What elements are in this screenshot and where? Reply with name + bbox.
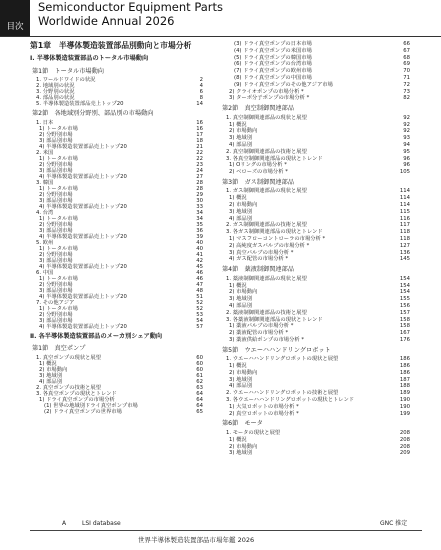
- toc-entry-page: 24: [196, 167, 203, 174]
- toc-entry-page: 154: [399, 275, 410, 282]
- toc-entry-title: 第1節 真空ポンプ: [32, 345, 86, 353]
- toc-entry: [229, 337, 410, 344]
- toc-entry-title: 1) 薬液バルブの市場分析 *: [229, 323, 294, 330]
- toc-entry-title: 2) 分野別市場: [39, 221, 73, 228]
- toc-entry-title: (2) ドライ真空ポンプの世界市場: [44, 408, 122, 415]
- toc-entry-title: 第1章 半導体製造装置部品別動向と市場分析: [30, 41, 192, 50]
- toc-entry-page: 30: [196, 197, 203, 204]
- toc-entry-page: 186: [399, 363, 410, 369]
- toc-entry-title: 第1節 トータル市場動向: [32, 67, 104, 75]
- toc-entry-title: 3. 分野別の状況: [36, 89, 75, 96]
- toc-entry-title: 1) トータル市場: [39, 125, 78, 132]
- header-title-line1: Semiconductor Equipment Parts: [38, 0, 224, 14]
- toc-entry-page: 16: [196, 119, 203, 126]
- toc-entry-title: 1) 概況: [229, 436, 247, 443]
- toc-entry-page: 60: [196, 354, 203, 361]
- toc-entry-title: 1) トータル市場: [39, 185, 78, 192]
- toc-entry-page: 64: [196, 402, 203, 409]
- toc-entry-title: 1) Oリングの市場分析 *: [229, 162, 287, 169]
- toc-entry-title: 第2節 真空制御関連部品: [222, 105, 294, 113]
- toc-entry-page: 69: [403, 61, 410, 68]
- toc-entry-page: 187: [399, 376, 410, 383]
- toc-entry-title: 2) 市場動向: [229, 289, 258, 296]
- toc-entry-title: 4) 部品別: [229, 383, 253, 390]
- toc-entry-title: 第3節 ガス制御関連部品: [222, 178, 294, 186]
- toc-entry-page: 145: [399, 256, 410, 263]
- toc-entry-page: 21: [196, 143, 203, 150]
- toc-entry-title: 1. ウエーハハンドリングロボットの現状と展望: [226, 356, 339, 363]
- toc-entry-title: 3. 韓国: [36, 179, 54, 186]
- toc-entry-title: 3) 部品別市場: [39, 227, 73, 234]
- toc-entry-page: 136: [399, 249, 410, 256]
- toc-entry-title: 1) トータル市場: [39, 305, 78, 312]
- toc-entry-page: 94: [403, 141, 410, 148]
- toc-entry-title: 4) 半導体製造装置部品売上トップ20: [39, 203, 127, 210]
- part-heading: [30, 55, 203, 63]
- toc-entry-page: 53: [196, 311, 203, 318]
- toc-entry-title: 2) 市場動向: [229, 443, 258, 450]
- toc-entry-title: 2) 薬液配管の市場分析 *: [229, 330, 289, 337]
- toc-entry-title: 4. 部品別の状況: [36, 95, 75, 102]
- toc-entry-title: 1) 大気ロボットの市場分析 *: [229, 403, 299, 410]
- toc-entry-title: 3. 各ウエーハハンドリングロボットの現状とトレンド: [226, 397, 355, 403]
- toc-entry-page: 73: [403, 88, 410, 95]
- toc-entry-page: 52: [196, 305, 203, 312]
- toc-entry-title: 2) 分野別市場: [39, 161, 73, 168]
- toc-entry-page: 190: [399, 403, 410, 410]
- toc-entry: [229, 256, 410, 263]
- toc-entry-title: 3) 地域別: [229, 450, 253, 457]
- toc-entry-title: 3) 地域別: [39, 372, 63, 379]
- toc-entry-page: 118: [399, 229, 410, 236]
- toc-entry-page: 29: [196, 191, 203, 198]
- toc-entry-page: 114: [399, 202, 410, 208]
- toc-entry-title: 4. 台湾: [36, 209, 54, 216]
- toc-entry-page: 42: [196, 257, 203, 264]
- toc-entry-title: 4) 部品別: [39, 378, 63, 385]
- toc-entry-page: 62: [196, 378, 203, 385]
- toc-entry-page: 27: [196, 173, 203, 180]
- section-heading: [222, 420, 410, 428]
- toc-entry-page: 92: [403, 114, 410, 121]
- section-heading: [222, 105, 410, 113]
- toc-entry-page: 199: [399, 410, 410, 417]
- toc-entry-page: 176: [399, 336, 410, 343]
- section-heading: [32, 345, 203, 353]
- toc-entry-title: 1. 真空制御関連部品の現状と展望: [226, 114, 307, 121]
- toc-tab: 目次: [0, 0, 30, 36]
- toc-entry-title: 6. 中国: [36, 269, 54, 276]
- toc-entry-title: 2. 真空ポンプの技術と展望: [36, 384, 102, 391]
- toc-entry-title: 1) 概況: [229, 195, 247, 202]
- toc-entry: [229, 411, 410, 418]
- toc-entry-page: 95: [403, 148, 410, 155]
- toc-entry-page: 96: [403, 155, 410, 162]
- toc-entry-title: (9) ドライ真空ポンプのその他アジア市場: [234, 81, 333, 88]
- toc-entry-page: 45: [196, 263, 203, 270]
- toc-entry-page: 190: [399, 397, 410, 403]
- toc-entry-title: 3) 地域別: [229, 135, 253, 142]
- toc-entry-title: 第4節 薬液制御関連部品: [222, 266, 294, 274]
- toc-entry-page: 22: [196, 155, 203, 162]
- toc-entry-page: 18: [196, 137, 203, 144]
- toc-entry-title: 第2節 各地域別分野別、部品別の市場動向: [32, 110, 154, 118]
- toc-entry-title: 3) 部品別市場: [39, 197, 73, 204]
- toc-entry-title: (6) ドライ真空ポンプの台湾市場: [234, 61, 312, 68]
- toc-entry-page: 17: [196, 131, 203, 138]
- toc-entry-page: 92: [403, 128, 410, 135]
- toc-entry-title: 3. 各ガス制御関連部品の現状とトレンド: [226, 229, 323, 236]
- section-heading: [32, 110, 203, 118]
- toc-entry-page: 4: [199, 83, 203, 90]
- toc-entry-title: 2) クライオポンプの市場分析 *: [229, 88, 304, 95]
- toc-entry-page: 157: [399, 309, 410, 316]
- toc-entry-page: 40: [196, 239, 203, 246]
- toc-entry-title: 2) 分野別市場: [39, 131, 73, 138]
- chapter-heading: [30, 41, 203, 51]
- toc-entry-page: 209: [399, 450, 410, 457]
- toc-entry: [39, 324, 203, 331]
- toc-entry-page: 61: [196, 372, 203, 379]
- toc-entry-title: 2. ウエーハハンドリングロボットの技術と展望: [226, 390, 339, 397]
- toc-entry-title: 2) 分野別市場: [39, 311, 73, 318]
- part-heading: [30, 333, 203, 341]
- toc-entry-title: 3) ターボ分子ポンプの市場分析 *: [229, 95, 310, 102]
- toc-entry-title: 2) 市場動向: [229, 369, 258, 376]
- toc-entry-title: 1. 薬液制御関連部品の現状と展望: [226, 275, 307, 282]
- toc-entry-page: 46: [196, 269, 203, 276]
- toc-entry-page: 188: [399, 383, 410, 390]
- toc-entry-page: 186: [399, 356, 410, 363]
- toc-entry-title: 2. ガス制御関連部品の技術と展望: [226, 222, 307, 229]
- toc-entry-page: 115: [399, 208, 410, 215]
- toc-entry-title: 1. モータの現状と展望: [226, 429, 281, 436]
- toc-entry-page: 52: [196, 299, 203, 306]
- toc-entry-page: 28: [196, 185, 203, 192]
- toc-entry-page: 208: [399, 443, 410, 450]
- toc-entry-page: 60: [196, 360, 203, 367]
- toc-entry-page: 156: [399, 302, 410, 309]
- toc-entry-page: 51: [196, 293, 203, 300]
- page-header: [0, 0, 441, 37]
- toc-entry-title: 2) 市場動向: [39, 366, 68, 373]
- toc-entry-page: 16: [196, 125, 203, 132]
- toc-entry-title: 3. 各薬液制御関連部品の現状とトレンド: [226, 316, 323, 323]
- toc-entry-title: 1. ワールドワイドの状況: [36, 77, 96, 84]
- toc-entry-title: 3) 薬液供給ポンプの市場分析 *: [229, 336, 305, 343]
- toc-entry-title: (3) ドライ真空ポンプの日本市場: [234, 41, 312, 47]
- footer-source-right: GNC 推定: [380, 520, 408, 527]
- toc-entry-title: 1) ドライ真空ポンプの市場分析: [39, 396, 115, 403]
- toc-entry-page: 64: [196, 390, 203, 397]
- toc-entry-title: 5. 欧州: [36, 239, 54, 246]
- toc-entry-title: 2) ベローズの市場分析 *: [229, 169, 288, 176]
- toc-entry-title: 3) 部品別市場: [39, 167, 73, 174]
- footer-source-left: LSI database: [82, 520, 121, 527]
- toc-entry-page: 63: [196, 384, 203, 391]
- toc-entry-page: 57: [196, 323, 203, 330]
- toc-entry-title: 2) 分野別市場: [39, 251, 73, 258]
- toc-entry-page: 48: [196, 287, 203, 294]
- toc-entry-title: 3) 地域別: [229, 296, 253, 303]
- toc-entry-title: 1) トータル市場: [39, 275, 78, 282]
- toc-entry-page: 33: [196, 203, 203, 210]
- toc-entry-title: 4) ガス配管の市場分析 *: [229, 256, 289, 263]
- toc-entry-title: 3) 地域別: [229, 376, 253, 383]
- toc-entry-page: 186: [399, 369, 410, 376]
- toc-entry-page: 114: [399, 188, 410, 195]
- toc-entry-page: 127: [399, 242, 410, 249]
- toc-entry-title: 3) 真空バルブの市場分析 *: [229, 249, 294, 256]
- toc-entry-title: 5. 半導体製造装置部品売上トップ20: [36, 101, 124, 108]
- toc-entry-page: 82: [403, 95, 410, 102]
- toc-entry-title: 1. ガス制御関連部品の現状と展望: [226, 188, 307, 195]
- toc-entry-title: 2) 分野別市場: [39, 281, 73, 288]
- header-title-line2: Worldwide Annual 2026: [38, 14, 175, 28]
- toc-entry-title: 4) 半導体製造装置部品売上トップ20: [39, 173, 127, 180]
- toc-entry-page: 154: [399, 282, 410, 289]
- toc-entry-page: 105: [399, 169, 410, 176]
- toc-entry-page: 67: [403, 47, 410, 54]
- toc-entry-title: 3. 各真空制御関連部品の現状とトレンド: [226, 155, 323, 162]
- toc-entry: [44, 409, 203, 416]
- toc-entry-title: 1. 日本: [36, 119, 54, 126]
- toc-entry-title: 2) 市場動向: [229, 202, 258, 208]
- toc-entry-title: 1. 真空ポンプの現状と展望: [36, 354, 102, 361]
- toc-entry-title: 3. 各真空ポンプの現状とトレンド: [36, 390, 117, 397]
- toc-entry-page: 116: [399, 215, 410, 222]
- section-heading: [222, 179, 410, 187]
- toc-entry-title: (7) ドライ真空ポンプの欧州市場: [234, 68, 312, 75]
- section-heading: [32, 68, 203, 76]
- toc-entry-title: 3) 部品別市場: [39, 257, 73, 264]
- toc-entry-title: 1) 概況: [39, 360, 57, 367]
- toc-entry-title: 4) 部品別: [229, 141, 253, 148]
- toc-entry-page: 54: [196, 317, 203, 324]
- toc-entry-title: Ⅰ. 半導体製造装置部品のトータル市場動向: [30, 55, 149, 63]
- toc-entry-title: 2) 市場動向: [229, 128, 258, 135]
- toc-entry-title: 2) 高純度ガスバルブの市場分析 *: [229, 242, 310, 249]
- toc-entry-page: 208: [399, 436, 410, 443]
- toc-entry-title: 3) 地域別: [229, 208, 253, 215]
- toc-entry-page: 8: [199, 95, 203, 102]
- toc-entry-page: 41: [196, 251, 203, 258]
- toc-entry: [229, 95, 410, 102]
- toc-entry-page: 34: [196, 209, 203, 216]
- toc-entry-page: 60: [196, 366, 203, 373]
- toc-entry-page: 35: [196, 221, 203, 228]
- toc-entry-page: 40: [196, 245, 203, 252]
- toc-entry-title: 4) 半導体製造装置部品売上トップ20: [39, 293, 127, 300]
- toc-entry-page: 2: [199, 77, 203, 84]
- toc-entry-page: 189: [399, 390, 410, 397]
- toc-entry: [229, 450, 410, 457]
- toc-entry-title: (5) ドライ真空ポンプの韓国市場: [234, 54, 312, 61]
- toc-entry-title: 7. その他アジア: [36, 299, 75, 306]
- toc-entry-page: 118: [399, 236, 410, 242]
- toc-entry-page: 6: [199, 89, 203, 96]
- toc-entry-page: 93: [403, 135, 410, 142]
- toc-entry-title: 1) 概況: [229, 363, 247, 369]
- toc-entry-page: 167: [399, 330, 410, 337]
- toc-entry-page: 65: [196, 408, 203, 415]
- toc-entry-title: 1) 概況: [229, 121, 247, 128]
- toc-entry-title: (8) ドライ真空ポンプの中国市場: [234, 75, 312, 81]
- section-heading: [222, 266, 410, 274]
- toc-entry-page: 155: [399, 296, 410, 303]
- toc-entry-page: 158: [399, 316, 410, 323]
- toc-entry-title: 3) 部品別市場: [39, 317, 73, 324]
- toc-entry-page: 72: [403, 81, 410, 88]
- toc-entry-title: 1) トータル市場: [39, 215, 78, 222]
- toc-entry-page: 14: [196, 101, 203, 108]
- footer-book-title: 世界半導体製造装置部品市場年鑑 2026: [138, 536, 255, 544]
- toc-entry-title: 2. 米国: [36, 149, 54, 156]
- toc-entry-title: 4) 半導体製造装置部品売上トップ20: [39, 263, 127, 270]
- toc-entry-title: 1) トータル市場: [39, 155, 78, 162]
- toc-entry-title: 3) 部品別市場: [39, 137, 73, 144]
- toc-entry-page: 46: [196, 275, 203, 282]
- toc-entry-page: 39: [196, 233, 203, 240]
- toc-entry-title: 4) 半導体製造装置部品売上トップ20: [39, 323, 127, 330]
- toc-entry-page: 96: [403, 162, 410, 169]
- toc-entry-title: (4) ドライ真空ポンプの米国市場: [234, 47, 312, 54]
- toc-entry-page: 158: [399, 323, 410, 330]
- footer-page-letter: A: [62, 520, 67, 527]
- toc-entry-page: 66: [403, 41, 410, 47]
- toc-entry-page: 208: [399, 429, 410, 436]
- toc-entry-page: 47: [196, 281, 203, 288]
- toc-entry-page: 114: [399, 195, 410, 202]
- toc-entry-page: 23: [196, 161, 203, 168]
- toc-entry-title: 1) 概況: [229, 282, 247, 289]
- toc-entry-page: 117: [399, 222, 410, 229]
- section-heading: [222, 347, 410, 355]
- toc-entry-title: Ⅱ. 各半導体製造装置部品のメーカ別シェア動向: [30, 332, 163, 340]
- toc-entry-title: 4) 半導体製造装置部品売上トップ20: [39, 233, 127, 240]
- toc-entry-page: 68: [403, 54, 410, 61]
- toc-entry-page: 22: [196, 149, 203, 156]
- toc-entry-page: 70: [403, 68, 410, 75]
- toc-entry-page: 28: [196, 179, 203, 186]
- footer-divider: [30, 530, 422, 531]
- toc-entry-page: 36: [196, 227, 203, 234]
- toc-entry-title: 4) 半導体製造装置部品売上トップ20: [39, 143, 127, 150]
- toc-entry-title: 2. 真空制御関連部品の技術と展望: [226, 148, 307, 155]
- toc-entry-title: 第6節 モータ: [222, 420, 263, 428]
- toc-entry-page: 71: [403, 75, 410, 81]
- toc-entry-page: 154: [399, 289, 410, 296]
- toc-entry-title: 1) マスフローコントローラの市場分析 *: [229, 236, 326, 242]
- toc-entry-title: 1) トータル市場: [39, 245, 78, 252]
- toc-entry-title: 4) 部品別: [229, 215, 253, 222]
- toc-entry-page: 92: [403, 121, 410, 128]
- toc-entry-page: 34: [196, 215, 203, 222]
- toc-entry-title: 2) 分野別市場: [39, 191, 73, 198]
- toc-entry-title: 2. 地域別の状況: [36, 83, 75, 90]
- toc-entry-title: 2. 薬液制御関連部品の技術と展望: [226, 309, 307, 316]
- toc-entry-title: (1) 世界の地域別ドライ真空ポンプ市場: [44, 402, 138, 409]
- toc-entry: [36, 101, 203, 108]
- toc-entry-title: 3) 部品別市場: [39, 287, 73, 294]
- toc-entry-page: 64: [196, 396, 203, 403]
- toc-entry-title: 2) 真空ロボットの市場分析 *: [229, 410, 299, 417]
- toc-entry-title: 第5節 ウエーハハンドリングロボット: [222, 346, 331, 354]
- toc-entry-title: 4) 部品別: [229, 302, 253, 309]
- toc-entry: [229, 169, 410, 176]
